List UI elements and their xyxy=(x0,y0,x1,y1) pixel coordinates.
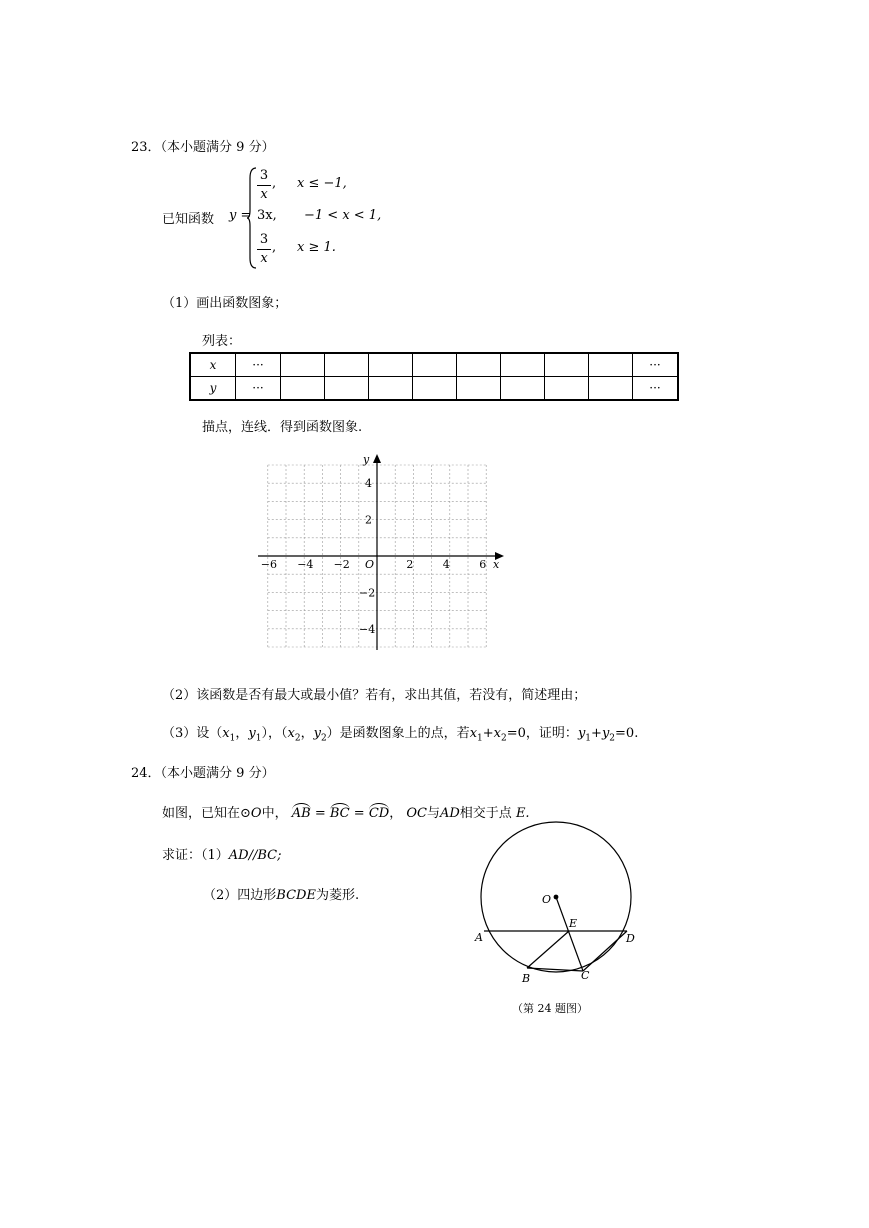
table-cell[interactable] xyxy=(545,353,589,377)
q23-part3: （3）设（$x_1$，$y_1$），（$x_2$，$y_2$）是函数图象上的点，若$x_1+x_2=0$，证明：$y_1+y_2=0$. xyxy=(162,726,639,744)
case3-condition: x ≥ 1. xyxy=(297,240,336,255)
table-cell-ellipsis: ··· xyxy=(633,353,679,377)
figure-caption: （第 24 题图） xyxy=(512,1002,588,1015)
x-tick-label: −4 xyxy=(297,558,314,571)
table-row-y xyxy=(190,377,678,401)
case3-denominator: x xyxy=(260,251,268,266)
q23-part2: （2）该函数是否有最大或最小值？若有，求出其值，若没有，简述理由； xyxy=(162,688,587,703)
label-d: D xyxy=(626,932,635,945)
y-tick-label: −2 xyxy=(359,586,376,600)
table-cell[interactable] xyxy=(281,377,325,401)
x-tick-label: 4 xyxy=(442,558,450,571)
table-cell-ellipsis: ··· xyxy=(236,377,281,401)
q23-y-equals: y = xyxy=(229,208,252,223)
q24-part2: （2）四边形BCDE为菱形. xyxy=(203,888,360,903)
table-cell[interactable] xyxy=(501,377,545,401)
x-tick-label: −6 xyxy=(260,558,278,571)
label-c: C xyxy=(581,969,590,982)
table-cell[interactable] xyxy=(369,377,413,401)
x-tick-label: 6 xyxy=(479,558,487,571)
case1-denominator: x xyxy=(260,187,268,202)
case3-fraction xyxy=(257,232,271,267)
x-axis-label: x xyxy=(493,558,500,571)
table-cell[interactable] xyxy=(457,353,501,377)
arc-bc: BC xyxy=(329,806,350,821)
table-cell-ellipsis: ··· xyxy=(236,353,281,377)
arc-cd: CD xyxy=(368,806,390,821)
part3-text-a: （3）设（ xyxy=(162,726,223,741)
x-tick-label: −2 xyxy=(333,558,350,571)
q24-header: 24．（本小题满分 9 分） xyxy=(131,766,275,781)
table-row-x xyxy=(190,353,678,377)
table-cell[interactable] xyxy=(413,377,457,401)
table-cell[interactable] xyxy=(589,377,633,401)
q24-prove: 求证：（1）AD//BC; xyxy=(162,848,282,863)
case1-condition: x ≤ −1, xyxy=(297,176,347,191)
table-cell[interactable] xyxy=(545,377,589,401)
case1-fraction xyxy=(257,168,271,203)
y-tick-label: −4 xyxy=(359,622,376,636)
case2-condition: −1 < x < 1, xyxy=(304,208,382,223)
table-head-x: x xyxy=(190,353,236,377)
plot-step: 描点，连线．得到函数图象. xyxy=(202,420,363,435)
segment-cd xyxy=(583,931,627,971)
case3-numerator: 3 xyxy=(259,232,269,247)
origin-label: O xyxy=(365,558,375,571)
label-a: A xyxy=(475,931,483,944)
y-axis-arrow xyxy=(373,454,381,463)
label-e: E xyxy=(569,917,578,930)
circle-figure xyxy=(470,818,650,988)
center-point xyxy=(554,895,559,900)
table-cell[interactable] xyxy=(325,377,369,401)
coordinate-grid xyxy=(250,450,512,655)
part3-text-c: ，证明： xyxy=(525,726,578,741)
q23-part1: （1）画出函数图象； xyxy=(162,296,288,311)
table-cell[interactable] xyxy=(501,353,545,377)
table-cell-ellipsis: ··· xyxy=(633,377,679,401)
table-cell[interactable] xyxy=(413,353,457,377)
y-tick-label: 4 xyxy=(365,477,372,491)
table-cell[interactable] xyxy=(325,353,369,377)
label-o: O xyxy=(542,893,552,906)
part3-text-b: ）是函数图象上的点，若 xyxy=(326,726,470,741)
q24-statement: 如图，已知在⊙O中， AB = BC = CD， OC与AD相交于点 E. xyxy=(162,806,530,821)
table-cell[interactable] xyxy=(589,353,633,377)
q23-header: 23．（本小题满分 9 分） xyxy=(131,140,275,155)
table-cell[interactable] xyxy=(281,353,325,377)
x-tick-label: 2 xyxy=(406,558,414,571)
table-cell[interactable] xyxy=(369,353,413,377)
table-head-y: y xyxy=(190,377,236,401)
y-axis-label: y xyxy=(363,453,370,466)
label-b: B xyxy=(522,972,531,985)
arc-ab: AB xyxy=(291,806,311,821)
value-table xyxy=(189,352,679,401)
table-cell[interactable] xyxy=(457,377,501,401)
y-tick-label: 2 xyxy=(365,513,372,527)
segment-be xyxy=(527,931,569,968)
q23-intro: 已知函数 xyxy=(162,212,215,227)
case2-expression: 3x, xyxy=(257,208,277,223)
segment-oc xyxy=(556,897,583,971)
table-label: 列表： xyxy=(202,334,242,349)
case1-numerator: 3 xyxy=(259,168,269,183)
